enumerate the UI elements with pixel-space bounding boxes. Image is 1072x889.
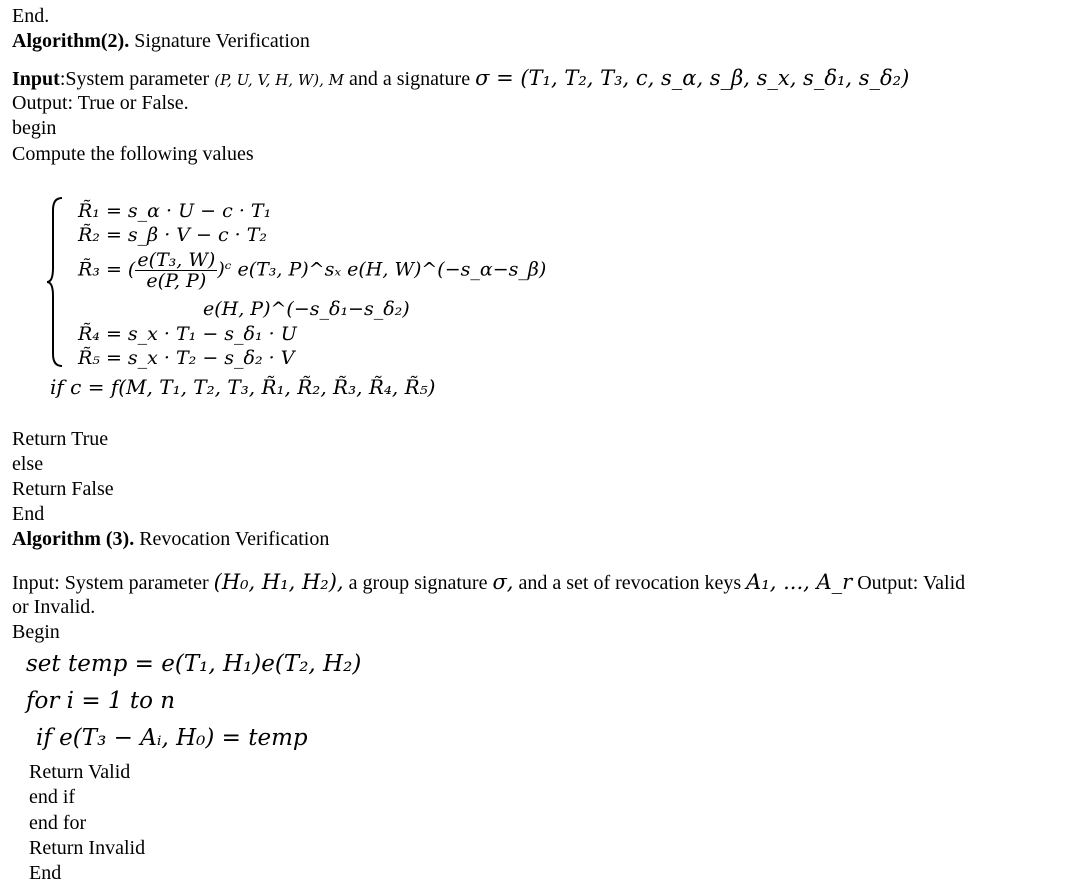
alg3-heading-title: Revocation Verification xyxy=(139,528,330,550)
alg1-end: End. xyxy=(12,5,50,27)
alg3-set-temp: set temp = e(T₁, H₁)e(T₂, H₂) xyxy=(26,651,362,677)
eq-r3-lhs: R̃₃ = ( xyxy=(78,258,136,281)
alg2-sigma: σ = (T₁, T₂, T₃, c, s_α, s_β, s_x, s_δ₁, s_δ₂) xyxy=(475,66,910,90)
eq-r3-denominator: e(P, P) xyxy=(146,270,207,292)
alg3-output-continued: or Invalid. xyxy=(12,596,96,618)
eq-r4: R̃₄ = s_x · T₁ − s_δ₁ · U xyxy=(78,323,297,345)
alg3-end-if: end if xyxy=(29,786,76,808)
alg2-and-signature: and a signature xyxy=(349,68,471,90)
eq-r3 xyxy=(78,250,546,291)
alg3-heading xyxy=(12,527,329,551)
alg3-end-for: end for xyxy=(29,812,87,834)
alg3-heading-label: Algorithm (3). xyxy=(12,528,135,550)
alg3-input-text: Input: System parameter xyxy=(12,572,209,594)
alg2-compute: Compute the following values xyxy=(12,143,254,165)
eq-r2: R̃₂ = s_β · V − c · T₂ xyxy=(78,224,268,246)
alg2-params: (P, U, V, H, W), M xyxy=(214,71,344,89)
alg3-if-condition: if e(T₃ − Aᵢ, H₀) = temp xyxy=(36,725,308,751)
alg2-begin: begin xyxy=(12,117,57,139)
alg2-input-text: :System parameter xyxy=(59,68,210,90)
alg2-heading xyxy=(12,29,310,53)
equation-brace xyxy=(46,196,64,368)
alg3-revocation-keys: and a set of revocation keys xyxy=(518,572,742,594)
eq-r1: R̃₁ = s_α · U − c · T₁ xyxy=(78,200,272,222)
alg2-input-line xyxy=(12,66,909,92)
alg3-end: End xyxy=(29,862,62,884)
alg2-else: else xyxy=(12,453,44,475)
alg3-input-line xyxy=(12,570,965,595)
alg2-input-label: Input xyxy=(12,68,60,90)
alg3-begin: Begin xyxy=(12,621,60,643)
alg2-return-false: Return False xyxy=(12,478,114,500)
eq-r3-numerator: e(T₃, W) xyxy=(137,249,216,271)
alg3-return-invalid: Return Invalid xyxy=(29,837,146,859)
alg2-if-condition: if c = f(M, T₁, T₂, T₃, R̃₁, R̃₂, R̃₃, R̃₄, R̃₅) xyxy=(50,375,436,399)
eq-r3-continued: e(H, P)^(−s_δ₁−s_δ₂) xyxy=(203,298,410,320)
alg2-output: Output: True or False. xyxy=(12,92,189,114)
alg2-heading-title: Signature Verification xyxy=(134,30,310,52)
eq-r5: R̃₅ = s_x · T₂ − s_δ₂ · V xyxy=(78,347,295,369)
alg3-for-loop: for i = 1 to n xyxy=(26,688,176,714)
alg3-return-valid: Return Valid xyxy=(29,761,131,783)
alg2-return-true: Return True xyxy=(12,428,109,450)
alg3-params: (H₀, H₁, H₂), xyxy=(213,570,344,594)
alg2-end: End xyxy=(12,503,45,525)
alg2-heading-label: Algorithm(2). xyxy=(12,30,130,52)
alg3-output: Output: Valid xyxy=(857,572,966,594)
alg3-group-signature: a group signature xyxy=(348,572,488,594)
eq-r3-rhs: )ᶜ e(T₃, P)^sₓ e(H, W)^(−s_α−s_β) xyxy=(217,258,547,281)
alg3-keys: A₁, ..., A_r xyxy=(746,570,853,594)
alg3-sigma: σ, xyxy=(492,570,514,594)
eq-r3-fraction xyxy=(135,250,217,291)
